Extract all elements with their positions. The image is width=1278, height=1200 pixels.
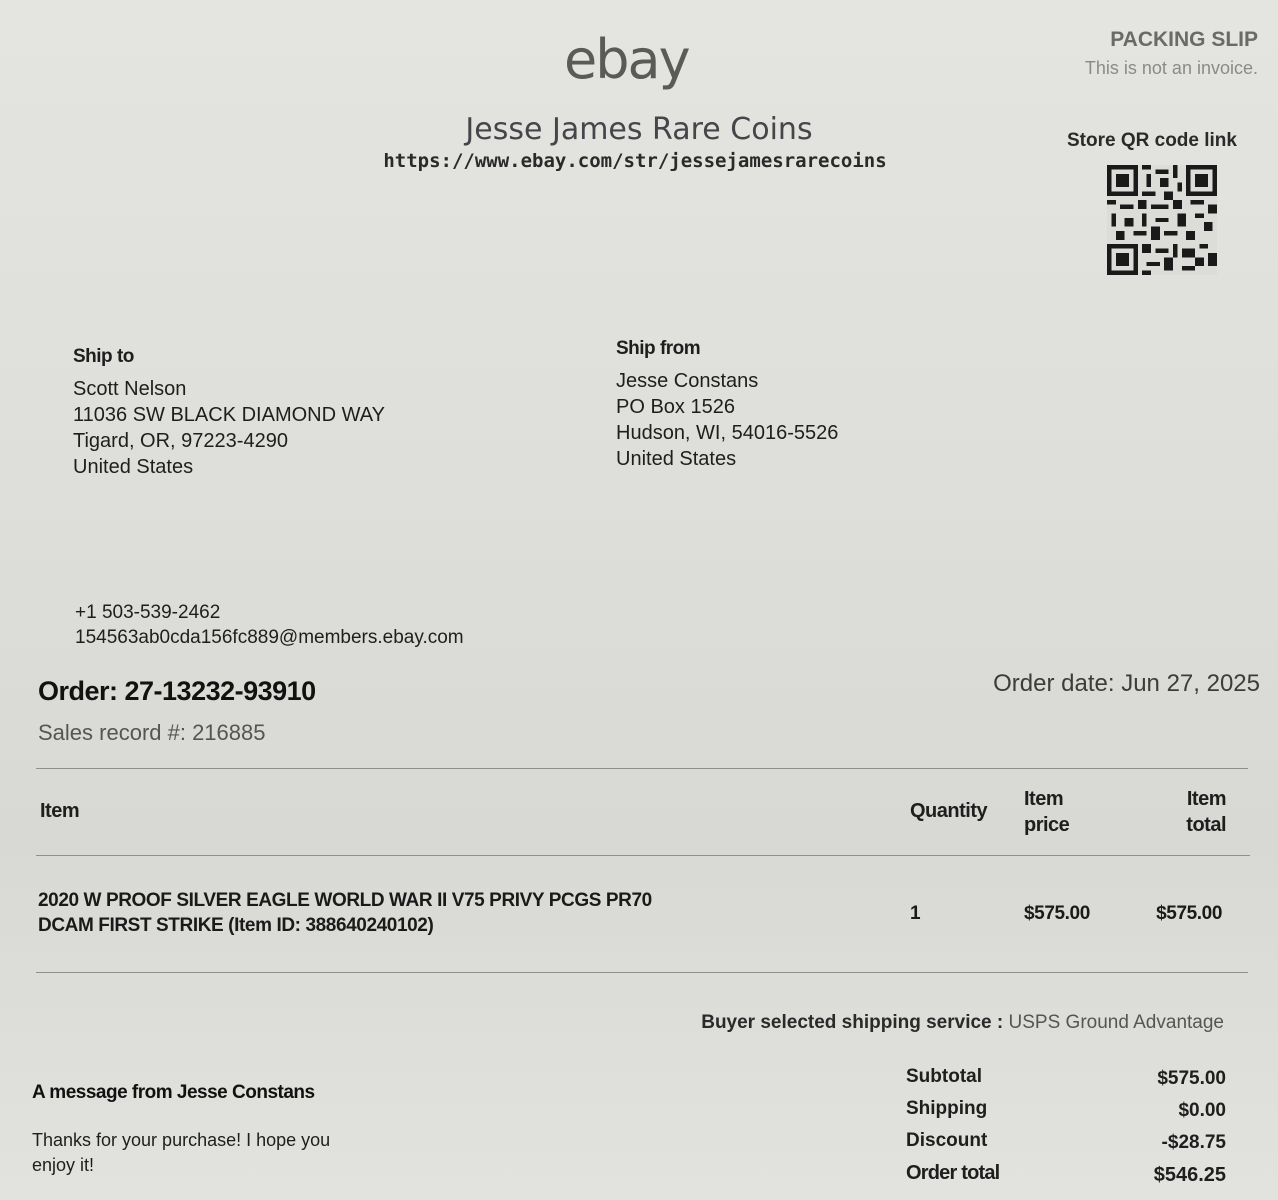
table-bottom-divider [36, 972, 1248, 973]
col-header-quantity: Quantity [910, 800, 988, 822]
sales-record: Sales record #: 216885 [38, 720, 266, 745]
qr-code-icon[interactable] [1106, 165, 1218, 275]
store-name: Jesse James Rare Coins [465, 112, 813, 147]
shipping-label: Shipping [906, 1098, 988, 1119]
store-url-link[interactable]: https://www.ebay.com/str/jessejamesrarecoins [383, 150, 887, 172]
shipping-service-value: USPS Ground Advantage [1008, 1012, 1224, 1033]
ship-to-label: Ship to [73, 346, 134, 367]
buyer-phone: +1 503-539-2462 [75, 602, 221, 623]
order-total-value: $546.25 [1153, 1164, 1226, 1186]
ship-to-address [73, 376, 385, 480]
order-number: Order: 27-13232-93910 [38, 676, 316, 706]
not-invoice-note: This is not an invoice. [1084, 58, 1258, 78]
item-quantity: 1 [910, 903, 921, 924]
ship-from-country: United States [616, 448, 737, 470]
ship-to-country: United States [73, 456, 194, 478]
ship-from-city: Hudson, WI, 54016-5526 [616, 422, 839, 444]
item-total: $575.00 [1156, 903, 1222, 924]
order-date: Order date: Jun 27, 2025 [993, 670, 1260, 697]
item-description-line2: DCAM FIRST STRIKE (Item ID: 388640240102) [38, 915, 434, 936]
ebay-logo: ebay [564, 28, 689, 91]
subtotal-value: $575.00 [1157, 1068, 1226, 1089]
discount-label: Discount [906, 1130, 988, 1151]
table-top-divider [36, 768, 1248, 769]
ship-to-name: Scott Nelson [73, 378, 187, 400]
shipping-value: $0.00 [1178, 1100, 1226, 1121]
item-description-line1: 2020 W PROOF SILVER EAGLE WORLD WAR II V75 PRIVY PCGS PR70 [38, 890, 652, 911]
buyer-email[interactable]: 154563ab0cda156fc889@members.ebay.com [75, 627, 464, 648]
qr-code-label: Store QR code link [1067, 130, 1237, 151]
header-divider [36, 855, 1250, 856]
ship-from-name: Jesse Constans [616, 370, 759, 392]
ship-to-street: 11036 SW BLACK DIAMOND WAY [73, 404, 385, 426]
shipping-service [701, 1012, 1224, 1034]
order-total-label: Order total [906, 1162, 1000, 1184]
ship-from-label: Ship from [616, 338, 701, 359]
packing-slip-title: PACKING SLIP [1110, 28, 1258, 51]
discount-value: -$28.75 [1161, 1132, 1226, 1153]
seller-message-heading: A message from Jesse Constans [32, 1082, 315, 1103]
ship-from-address [616, 368, 838, 472]
item-price: $575.00 [1024, 903, 1090, 924]
col-header-item-total: Item total [1186, 788, 1226, 836]
ship-from-street: PO Box 1526 [616, 396, 735, 418]
ship-to-city: Tigard, OR, 97223-4290 [73, 430, 288, 452]
subtotal-label: Subtotal [906, 1066, 982, 1087]
col-header-item-price: Item price [1024, 788, 1070, 836]
col-header-item: Item [40, 800, 80, 822]
shipping-service-label: Buyer selected shipping service : [701, 1012, 1004, 1033]
table-row [38, 888, 652, 938]
seller-message-body: Thanks for your purchase! I hope you enjoy it! [32, 1130, 331, 1175]
